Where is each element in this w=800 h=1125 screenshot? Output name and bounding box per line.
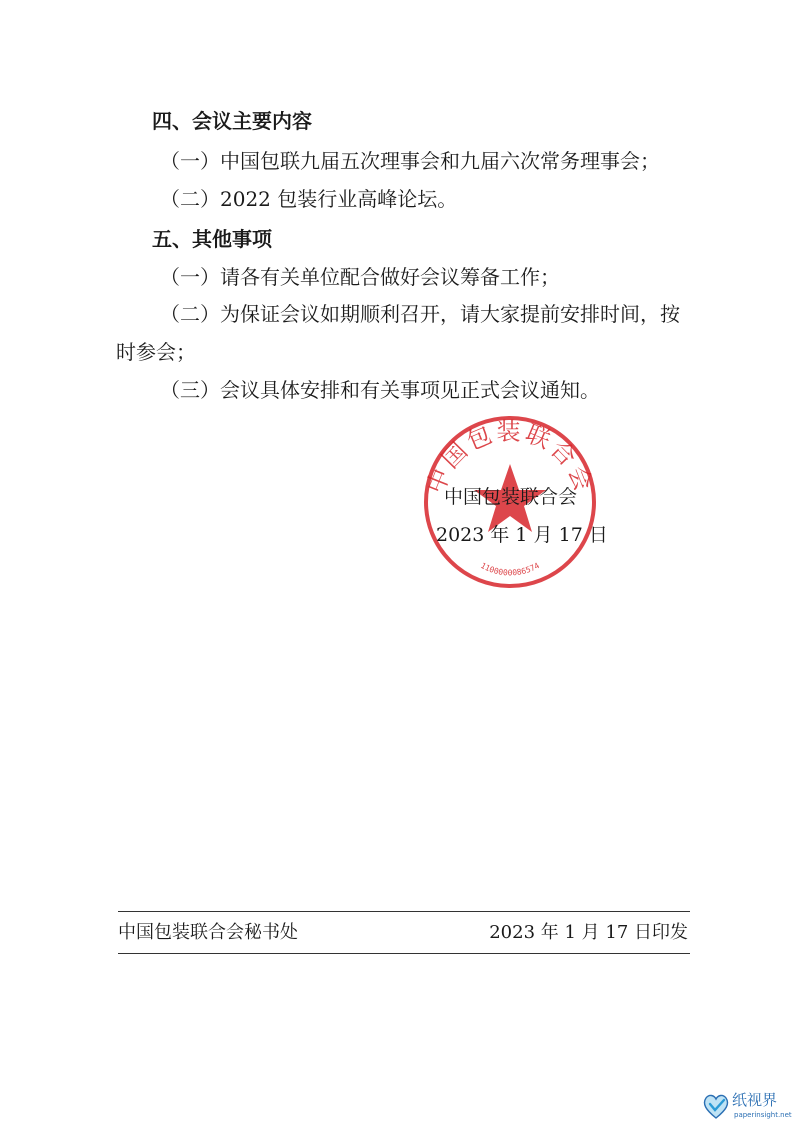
- section-heading-5: 五、其他事项: [152, 227, 272, 251]
- section-5-item-2-continued: 时参会；: [116, 340, 196, 364]
- seal-number: 1100000086574: [479, 561, 541, 578]
- footer-issuer: 中国包装联合会秘书处: [118, 922, 298, 943]
- section-5-item-3: （三）会议具体安排和有关事项见正式会议通知。: [160, 378, 600, 402]
- footer-rule-top: [118, 911, 690, 912]
- svg-text:1100000086574: [479, 561, 541, 578]
- footer-rule-bottom: [118, 953, 690, 954]
- watermark-heart-icon: [704, 1095, 727, 1118]
- seal-arc-text: 中国包装联合会: [421, 417, 599, 498]
- signature-organization: 中国包装联合会: [444, 486, 578, 508]
- section-5-item-1: （一）请各有关单位配合做好会议筹备工作；: [160, 265, 560, 289]
- watermark-url: paperinsight.net: [734, 1111, 792, 1119]
- section-5-item-2: （二）为保证会议如期顺利召开，请大家提前安排时间，按: [160, 302, 680, 326]
- section-4-item-2: （二）2022 包装行业高峰论坛。: [160, 187, 458, 211]
- signature-date: 2023 年 1 月 17 日: [436, 524, 608, 546]
- section-heading-4: 四、会议主要内容: [152, 109, 312, 133]
- section-4-item-1: （一）中国包联九届五次理事会和九届六次常务理事会；: [160, 149, 660, 173]
- footer-print-date: 2023 年 1 月 17 日印发: [489, 922, 688, 943]
- watermark-name: 纸视界: [732, 1091, 778, 1109]
